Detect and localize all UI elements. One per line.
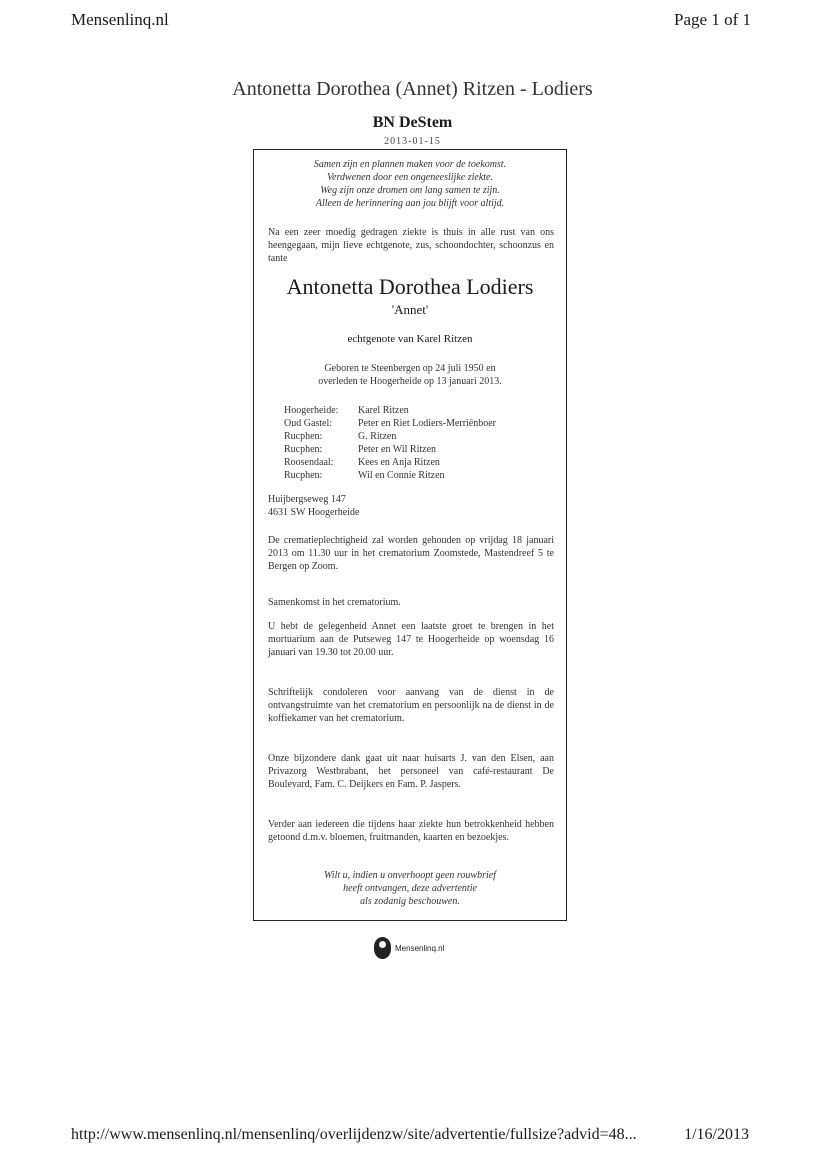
poem [254, 158, 566, 210]
family-row: Roosendaal: Kees en Anja Ritzen [284, 457, 440, 468]
gathering-paragraph: Samenkomst in het crematorium. [268, 597, 401, 608]
newspaper-name: BN DeStem [372, 114, 453, 131]
thanks-paragraph: Onze bijzondere dank gaat uit naar huisarts J. van den Elsen, aan Privazorg Westbrabant, het personeel van café-restaurant De Boulevard, Fam. C. Deijkers en Fam. P. Jaspers. [268, 753, 554, 790]
ceremony-paragraph: De crematieplechtigheid zal worden gehouden op vrijdag 18 januari 2013 om 11.30 uur in het crematorium Zoomstede, Mastendreef 5 te Bergen op Zoom. [268, 535, 554, 572]
header-site-name: Mensenlinq.nl [71, 10, 169, 29]
birth-death-info: Geboren te Steenbergen op 24 juli 1950 en overleden te Hoogerheide op 13 januari 2013. [318, 363, 502, 387]
closing-text: Wilt u, indien u onverhoopt geen rouwbrief heeft ontvangen, deze advertentie als zodanig beschouwen. [324, 870, 496, 907]
family-row: Rucphen: Wil en Connie Ritzen [284, 470, 445, 481]
poem-line: Verdwenen door een ongeneeslijke ziekte. [327, 172, 493, 183]
mensenlinq-logo [374, 937, 444, 959]
home-address: Huijbergseweg 147 4631 SW Hoogerheide [268, 494, 360, 518]
footer-date: 1/16/2013 [684, 1126, 749, 1143]
family-row: Oud Gastel: Peter en Riet Lodiers-Merriënboer [284, 418, 497, 429]
logo-text: Mensenlinq.nl [395, 943, 445, 953]
header-page-number: Page 1 of 1 [674, 10, 751, 29]
spouse-line: echtgenote van Karel Ritzen [347, 333, 473, 345]
footer-url: http://www.mensenlinq.nl/mensenlinq/overlijdenzw/site/advertentie/fullsize?advid=48... [71, 1126, 637, 1143]
mensenlinq-logo-icon [374, 937, 391, 959]
poem-line: Weg zijn onze dromen om lang samen te zijn. [320, 185, 500, 196]
family-row: Hoogerheide: Karel Ritzen [284, 405, 409, 416]
deceased-name: Antonetta Dorothea Lodiers [286, 274, 534, 299]
condolence-paragraph: Schriftelijk condoleren voor aanvang van de dienst in de ontvangstruimte van het crematorium en persoonlijk na de dienst in de koffiekamer van het crematorium. [268, 687, 554, 724]
viewing-paragraph: U hebt de gelegenheid Annet een laatste groet te brengen in het mortuarium aan de Putseweg 147 te Hoogerheide op woensdag 16 januari van 19.30 tot 20.00 uur. [268, 621, 554, 658]
notice-title: Antonetta Dorothea (Annet) Ritzen - Lodiers [232, 78, 593, 100]
further-thanks-paragraph: Verder aan iedereen die tijdens haar ziekte hun betrokkenheid hebben getoond d.m.v. bloemen, fruitmanden, kaarten en bezoekjes. [268, 819, 554, 843]
family-list [284, 404, 496, 482]
deceased-nickname: 'Annet' [391, 302, 429, 317]
obituary-notice [253, 149, 567, 921]
poem-line: Samen zijn en plannen maken voor de toekomst. [313, 159, 507, 170]
family-row: Rucphen: Peter en Wil Ritzen [284, 444, 437, 455]
family-row: Rucphen: G. Ritzen [284, 431, 397, 442]
newspaper-date: 2013-01-15 [384, 136, 441, 147]
intro-text: Na een zeer moedig gedragen ziekte is thuis in alle rust van ons heengegaan, mijn lieve echtgenote, zus, schoondochter, schoonzus en tante [268, 227, 554, 264]
poem-line: Alleen de herinnering aan jou blijft voor altijd. [315, 198, 505, 209]
